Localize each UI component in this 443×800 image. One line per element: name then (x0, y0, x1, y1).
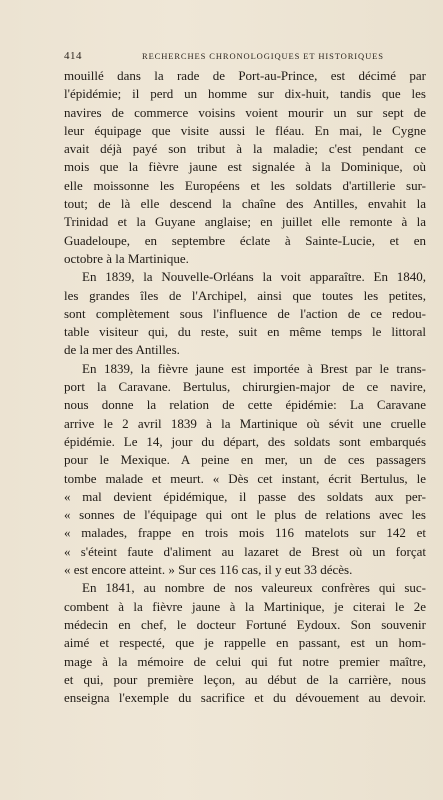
text-line: tout; de là elle descend la chaîne des Antilles, envahit la (64, 196, 426, 212)
text-line: aimé et respecté, que je rappelle en passant, est un hom- (64, 635, 426, 651)
text-line: En 1839, la fièvre jaune est importée à Brest par le trans- (82, 360, 426, 376)
text-line: leur équipage que visite aussi le fléau. En mai, le Cygne (64, 122, 426, 138)
text-line: l'épidémie; il perd un homme sur dix-huit, tandis que les (64, 86, 426, 102)
text-line: « mal devient épidémique, il passe des soldats aux per- (64, 488, 426, 504)
text-line: et qui, pour première leçon, au début de la carrière, nous (64, 671, 426, 687)
text-line: mois que la fièvre jaune est signalée à la Dominique, où (64, 159, 426, 175)
text-line: Guadeloupe, en septembre éclate à Sainte-Lucie, et en (64, 232, 426, 248)
text-line: port la Caravane. Bertulus, chirurgien-major de ce navire, (64, 379, 426, 395)
text-line: arrive le 2 avril 1839 à la Martinique où sévit une cruelle (64, 415, 426, 431)
text-line: combent à la fièvre jaune à la Martinique, je citerai le 2e (64, 598, 426, 614)
page-number: 414 (64, 50, 82, 62)
text-line: navires de commerce voisins voient mourir un sur sept de (64, 104, 426, 120)
text-line: enseigna l'exemple du sacrifice et du dévouement au devoir. (64, 690, 426, 706)
text-line: tombe malade et meurt. « Dès cet instant, écrit Bertulus, le (64, 470, 426, 486)
body-text (64, 67, 426, 707)
text-line: mage à la mémoire de celui qui fut notre premier maître, (64, 653, 426, 669)
text-line: « est encore atteint. » Sur ces 116 cas, il y eut 33 décès. (64, 562, 353, 578)
text-line: elle moissonne les Européens et les soldats d'artillerie sur- (64, 177, 426, 193)
text-line: table visiteur qui, du reste, suit en même temps le littoral (64, 324, 426, 340)
text-line: « malades, frappe en trois mois 116 matelots sur 142 et (64, 525, 426, 541)
text-line: épidémie. Le 14, jour du départ, des soldats sont embarqués (64, 433, 426, 449)
text-line: de la mer des Antilles. (64, 342, 180, 358)
text-line: pour le Mexique. A peine en mer, un de ces passagers (64, 452, 426, 468)
page-header (64, 50, 426, 64)
running-title: RECHERCHES CHRONOLOGIQUES ET HISTORIQUES (142, 51, 384, 61)
text-line: En 1839, la Nouvelle-Orléans la voit apparaître. En 1840, (82, 269, 426, 285)
text-line: sont complètement sous l'influence de l'action de ce redou- (64, 305, 426, 321)
text-line: avait déjà payé son tribut à la maladie; c'est pendant ce (64, 141, 426, 157)
text-line: Trinidad et la Guyane anglaise; en juillet elle remonte à la (64, 214, 426, 230)
text-line: « s'éteint faute d'aliment au lazaret de Brest où un forçat (64, 543, 426, 559)
text-line: nous donne la relation de cette épidémie: La Caravane (64, 397, 426, 413)
text-line: En 1841, au nombre de nos valeureux confrères qui suc- (82, 580, 426, 596)
text-line: médecin en chef, le docteur Fortuné Eydoux. Son souvenir (64, 616, 426, 632)
text-line: octobre à la Martinique. (64, 250, 189, 266)
text-line: « sonnes de l'équipage qui ont le plus de relations avec les (64, 507, 426, 523)
text-line: les grandes îles de l'Archipel, ainsi que toutes les petites, (64, 287, 426, 303)
text-line: mouillé dans la rade de Port-au-Prince, est décimé par (64, 68, 426, 83)
